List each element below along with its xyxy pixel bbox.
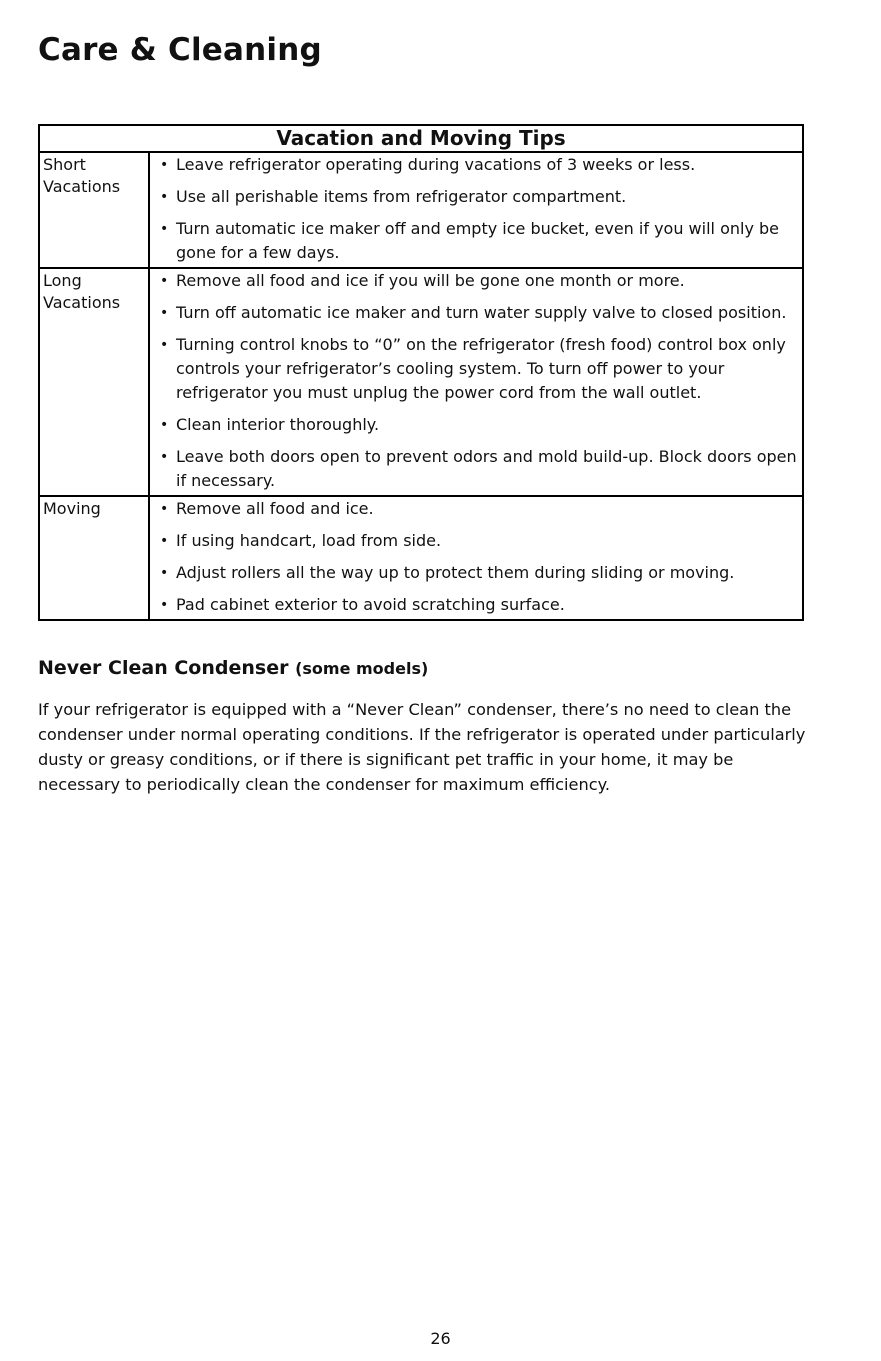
bullet-icon: • [160,449,169,465]
bullet-icon: • [160,189,169,205]
row-label-long-vacations: Long Vacations [40,269,150,495]
section-heading-qualifier: (some models) [295,659,429,678]
tip-text: If using handcart, load from side. [176,531,442,550]
list-item [156,529,800,553]
bullet-icon: • [160,221,169,237]
page-number: 26 [430,1329,451,1348]
tip-text: Leave refrigerator operating during vacations of 3 weeks or less. [176,155,696,174]
bullet-icon: • [160,305,169,321]
tip-text: Clean interior thoroughly. [176,415,380,434]
bullet-icon: • [160,337,169,353]
tip-text: Turn automatic ice maker off and empty ice bucket, even if you will only be gone for a few days. [176,219,779,262]
page-title: Care & Cleaning [38,32,322,68]
tip-text: Leave both doors open to prevent odors and mold build-up. Block doors open if necessary. [176,447,797,490]
list-item [156,561,800,585]
table-row-long-vacations [40,269,802,497]
tip-text: Remove all food and ice if you will be gone one month or more. [176,271,685,290]
tip-text: Turning control knobs to “0” on the refrigerator (fresh food) control box only controls your refrigerator’s cooling system. To turn off power to your refrigerator you must unplug the power cord from the wall outlet. [176,335,786,402]
row-items-short-vacations [150,153,802,267]
tip-text: Pad cabinet exterior to avoid scratching surface. [176,595,565,614]
table-header: Vacation and Moving Tips [40,126,802,153]
list-item [156,333,800,405]
table-row-short-vacations [40,153,802,269]
vacation-moving-tips-table [38,124,804,621]
tip-text: Remove all food and ice. [176,499,374,518]
section-heading-never-clean-condenser [38,657,428,679]
bullet-icon: • [160,533,169,549]
condenser-body-text: If your refrigerator is equipped with a “Never Clean” condenser, there’s no need to clean the condenser under normal operating conditions. If the refrigerator is operated under particularly dusty or greasy conditions, or if there is significant pet traffic in your home, it may be necessary to periodically clean the condenser for maximum efficiency. [38,700,806,794]
list-item [156,269,800,293]
section-heading-text: Never Clean Condenser [38,657,289,679]
bullet-icon: • [160,565,169,581]
list-item [156,497,800,521]
list-item [156,185,800,209]
bullet-icon: • [160,273,169,289]
list-item [156,413,800,437]
bullet-icon: • [160,501,169,517]
tip-text: Adjust rollers all the way up to protect them during sliding or moving. [176,563,735,582]
list-item [156,153,800,177]
table-row-moving [40,497,802,619]
row-items-long-vacations [150,269,802,495]
row-label-short-vacations: Short Vacations [40,153,150,267]
bullet-icon: • [160,597,169,613]
tip-text: Use all perishable items from refrigerator compartment. [176,187,627,206]
row-items-moving [150,497,802,619]
list-item [156,217,800,265]
list-item [156,593,800,617]
bullet-icon: • [160,417,169,433]
list-item [156,445,800,493]
list-item [156,301,800,325]
tip-text: Turn off automatic ice maker and turn water supply valve to closed position. [176,303,787,322]
bullet-icon: • [160,157,169,173]
row-label-moving: Moving [40,497,150,619]
